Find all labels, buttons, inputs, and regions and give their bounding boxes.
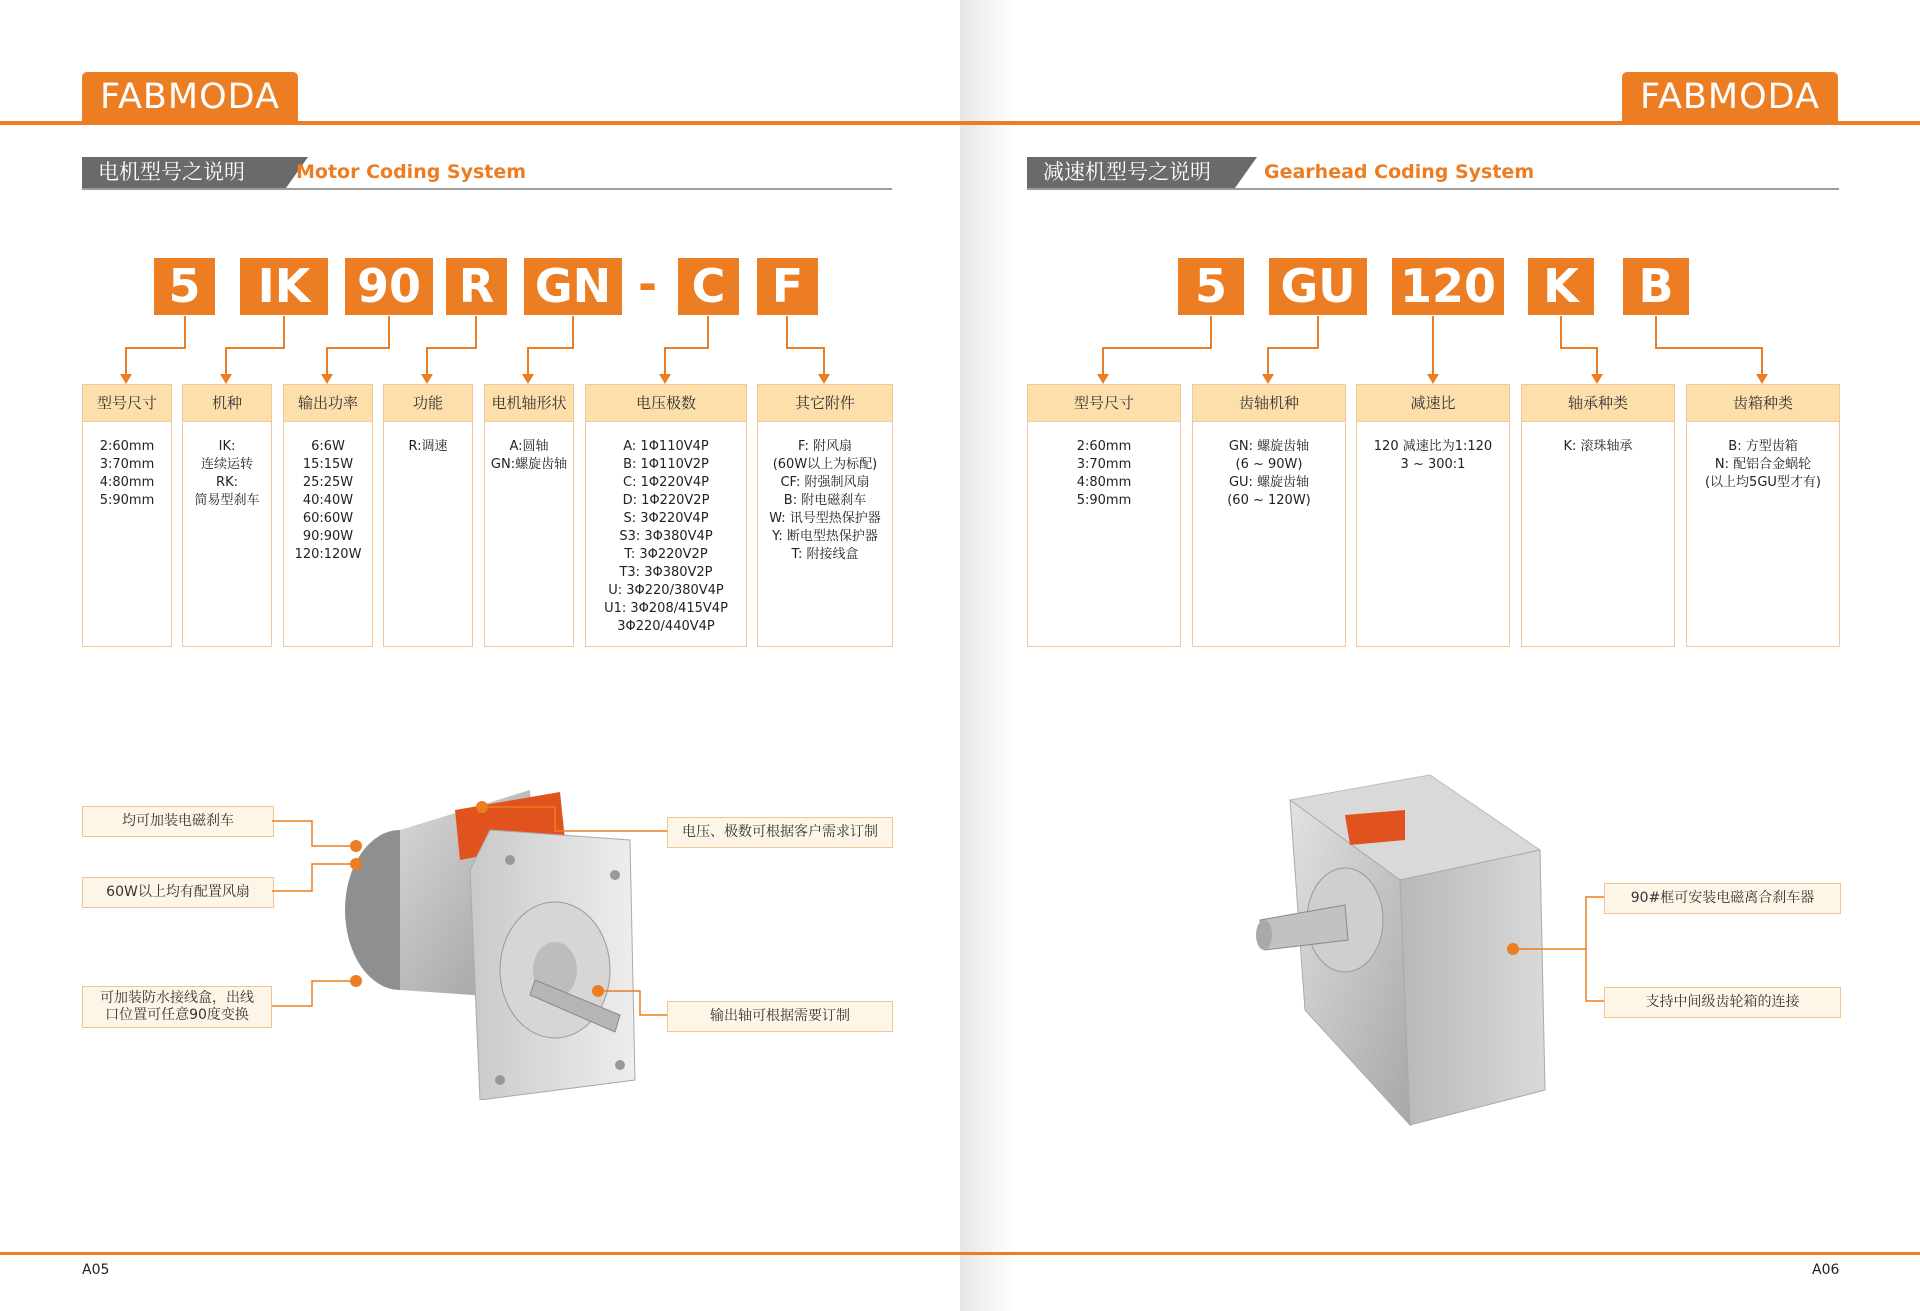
section-title-cn: 电机型号之说明	[82, 157, 286, 188]
column-item: 120 减速比为1:120	[1373, 439, 1493, 454]
code-bearing: K	[1528, 258, 1594, 315]
column-item: B: 附电磁刹车	[783, 493, 867, 508]
code-accessory: F	[757, 258, 818, 315]
section-title-en: Gearhead Coding System	[1264, 161, 1535, 183]
column-item: 25:25W	[302, 475, 354, 490]
column-item: 3 ~ 300:1	[1400, 457, 1466, 472]
column-item: D: 1Φ220V2P	[622, 493, 710, 508]
column-header: 齿轴机种	[1193, 385, 1345, 422]
column-item: (以上均5GU型才有)	[1704, 475, 1821, 490]
column-item: GU: 螺旋齿轴	[1228, 475, 1310, 490]
column-item: 5:90mm	[1076, 493, 1132, 508]
column-header: 电压极数	[586, 385, 746, 422]
code-power: 90	[345, 258, 433, 315]
callout-intermediate-gearbox: 支持中间级齿轮箱的连接	[1604, 987, 1841, 1018]
code-function: R	[446, 258, 507, 315]
footer-rule-right	[960, 1252, 1920, 1255]
column-item: T3: 3Φ380V2P	[619, 565, 713, 580]
column-header: 电机轴形状	[485, 385, 573, 422]
column-item: A: 1Φ110V4P	[623, 439, 709, 454]
column-item: Y: 断电型热保护器	[772, 529, 878, 544]
section-title-en: Motor Coding System	[296, 161, 527, 183]
column-item: GN: 螺旋齿轴	[1228, 439, 1310, 454]
column-item: 5:90mm	[99, 493, 155, 508]
column-item: 120:120W	[294, 547, 362, 562]
code-gear-type: GU	[1269, 258, 1367, 315]
column-header: 功能	[384, 385, 472, 422]
column-item: 3Φ220/440V4P	[617, 619, 715, 634]
column-header: 型号尺寸	[1028, 385, 1180, 422]
page-number-left: A05	[82, 1262, 110, 1278]
column-header: 齿箱种类	[1687, 385, 1839, 422]
column-item: 6:6W	[311, 439, 345, 454]
column-item: 4:80mm	[99, 475, 155, 490]
column-header: 机种	[183, 385, 271, 422]
brand-logo-left: FABMODA	[82, 72, 298, 123]
column-header: 型号尺寸	[83, 385, 171, 422]
column-item: (60 ~ 120W)	[1227, 493, 1311, 508]
column-item: (6 ~ 90W)	[1235, 457, 1303, 472]
column-item: T: 3Φ220V2P	[624, 547, 708, 562]
column-item: 简易型刹车	[194, 493, 260, 508]
code-type: IK	[240, 258, 328, 315]
callout-brake: 均可加装电磁刹车	[82, 806, 274, 837]
column-header: 减速比	[1357, 385, 1509, 422]
column-item: 15:15W	[302, 457, 354, 472]
column-item: 90:90W	[302, 529, 354, 544]
column-item: (60W以上为标配)	[772, 457, 878, 472]
column-item: S3: 3Φ380V4P	[619, 529, 713, 544]
code-box-type: B	[1623, 258, 1689, 315]
code-size: 5	[154, 258, 215, 315]
code-dash: -	[638, 257, 658, 311]
column-item: W: 讯号型热保护器	[769, 511, 881, 526]
column-item: B: 1Φ110V2P	[623, 457, 709, 472]
callout-fan: 60W以上均有配置风扇	[82, 877, 274, 908]
code-shaft: GN	[524, 258, 622, 315]
callout-output-shaft: 输出轴可根据需要订制	[667, 1001, 893, 1032]
column-item: CF: 附强制风扇	[780, 475, 870, 490]
column-item: 4:80mm	[1076, 475, 1132, 490]
column-item: K: 滚珠轴承	[1563, 439, 1633, 454]
callout-voltage: 电压、极数可根据客户需求订制	[667, 817, 893, 848]
column-item: A:圆轴	[509, 439, 549, 454]
callout-brake-clutch: 90#框可安装电磁离合刹车器	[1604, 883, 1841, 914]
page-number-right: A06	[1812, 1262, 1840, 1278]
column-item: RK:	[216, 475, 238, 490]
column-header: 其它附件	[758, 385, 892, 422]
code-ratio: 120	[1392, 258, 1504, 315]
column-item: B: 方型齿箱	[1728, 439, 1798, 454]
column-item: 2:60mm	[99, 439, 155, 454]
section-title-cn: 减速机型号之说明	[1027, 157, 1235, 188]
column-item: S: 3Φ220V4P	[623, 511, 709, 526]
code-size: 5	[1178, 258, 1244, 315]
column-item: T: 附接线盒	[791, 547, 859, 562]
column-item: U: 3Φ220/380V4P	[608, 583, 724, 598]
column-item: 3:70mm	[99, 457, 155, 472]
column-item: 2:60mm	[1076, 439, 1132, 454]
column-item: U1: 3Φ208/415V4P	[604, 601, 728, 616]
column-item: R:调速	[408, 439, 448, 454]
column-item: GN:螺旋齿轴	[490, 457, 568, 472]
column-item: C: 1Φ220V4P	[623, 475, 709, 490]
column-item: N: 配铝合金蜗轮	[1714, 457, 1812, 472]
callout-dot	[1507, 943, 1519, 955]
column-item: F: 附风扇	[798, 439, 852, 454]
column-item: 3:70mm	[1076, 457, 1132, 472]
brand-logo-right: FABMODA	[1622, 72, 1838, 123]
callout-junction-box: 可加装防水接线盒，出线口位置可任意90度变换	[82, 986, 272, 1028]
column-item: 60:60W	[302, 511, 354, 526]
column-item: 连续运转	[200, 457, 253, 472]
column-header: 轴承种类	[1522, 385, 1674, 422]
code-voltage: C	[678, 258, 739, 315]
column-item: IK:	[218, 439, 236, 454]
column-header: 输出功率	[284, 385, 372, 422]
column-item: 40:40W	[302, 493, 354, 508]
